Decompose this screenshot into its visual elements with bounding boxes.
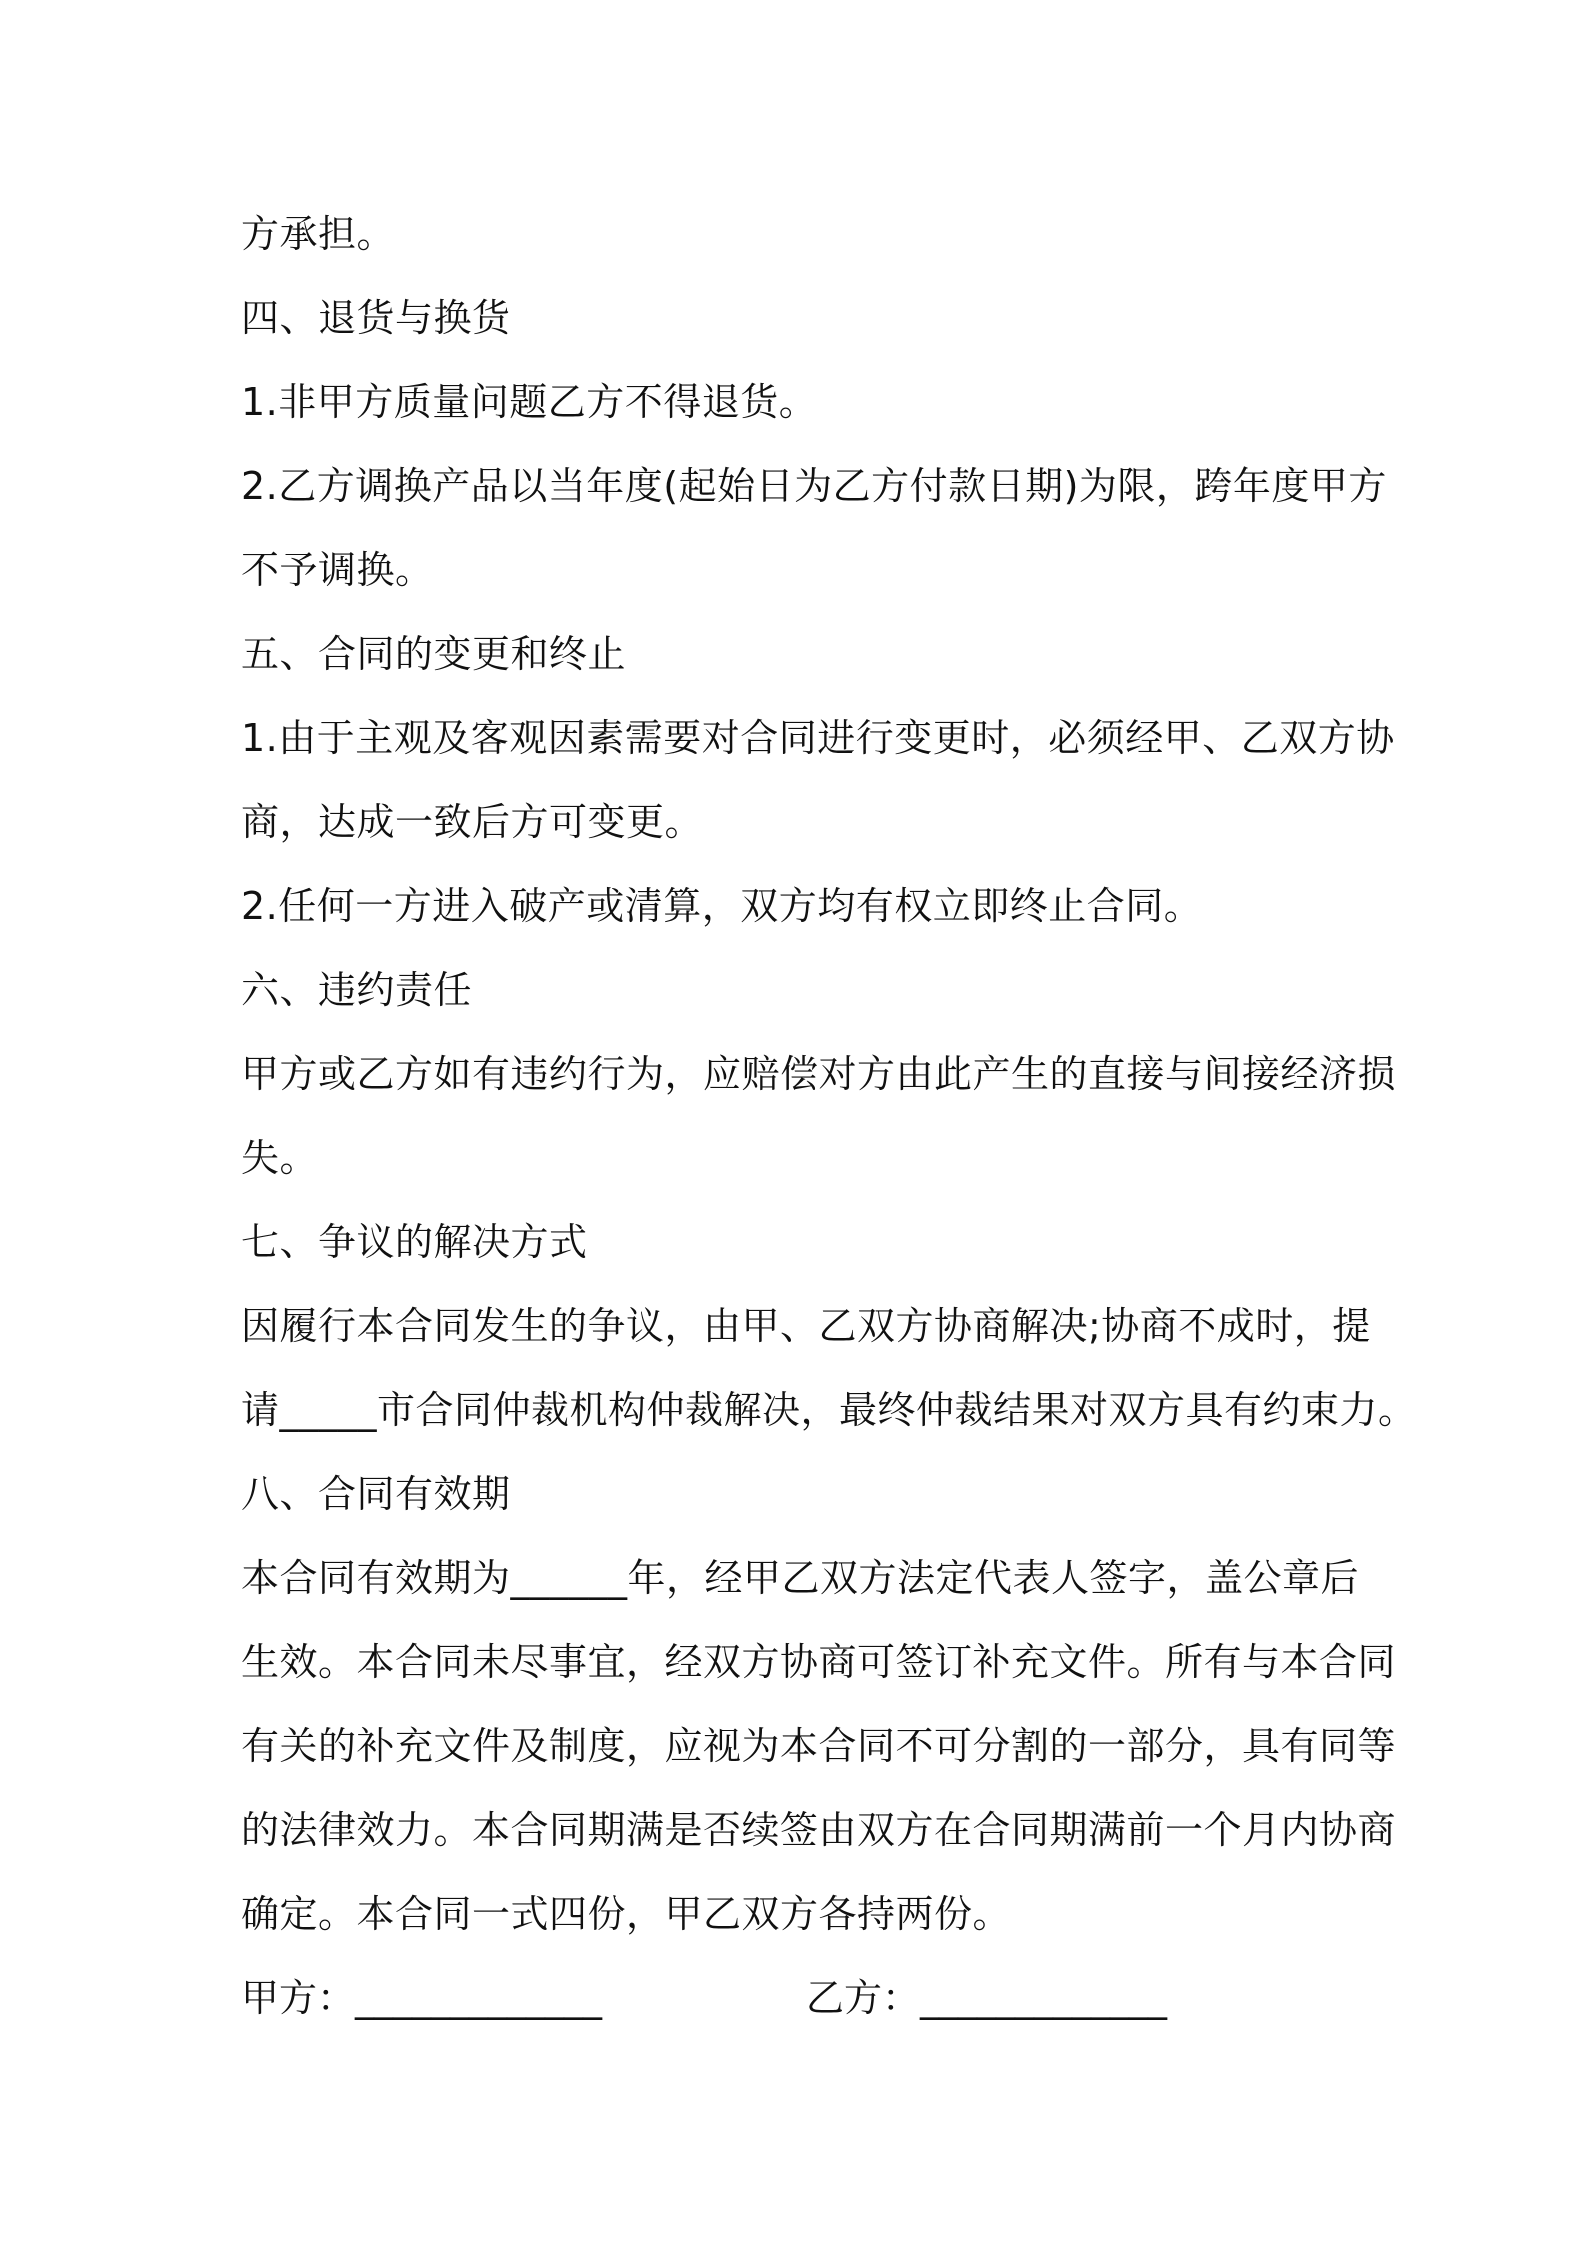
- text-line: 1.由于主观及客观因素需要对合同进行变更时，必须经甲、乙双方协: [241, 716, 1395, 760]
- text-line: 有关的补充文件及制度，应视为本合同不可分割的一部分，具有同等: [241, 1724, 1397, 1768]
- text-line: 确定。本合同一式四份，甲乙双方各持两份。: [241, 1892, 1012, 1936]
- text-line: 因履行本合同发生的争议，由甲、乙双方协商解决;协商不成时，提: [241, 1304, 1371, 1348]
- signature-row: [241, 1956, 1401, 2040]
- text-line: 商，达成一致后方可变更。: [241, 800, 704, 844]
- text-line: 的法律效力。本合同期满是否续签由双方在合同期满前一个月内协商: [241, 1808, 1397, 1852]
- text-line: 不予调换。: [241, 548, 434, 592]
- contract-body: [241, 192, 1417, 2040]
- section-heading: 六、违约责任: [241, 968, 473, 1012]
- party-a-signature: 甲方：_____________: [241, 1976, 603, 2020]
- text-line: 请_____市合同仲裁机构仲裁解决，最终仲裁结果对双方具有约束力。: [241, 1388, 1417, 1432]
- section-heading: 四、退货与换货: [241, 296, 511, 340]
- text-line: 方承担。: [241, 212, 396, 256]
- text-line: 1.非甲方质量问题乙方不得退货。: [241, 380, 818, 424]
- section-heading: 七、争议的解决方式: [241, 1220, 588, 1264]
- text-line: 生效。本合同未尽事宜，经双方协商可签订补充文件。所有与本合同: [241, 1640, 1397, 1684]
- section-heading: 八、合同有效期: [241, 1472, 511, 1516]
- party-b-signature: 乙方：_____________: [806, 1976, 1168, 2020]
- text-line: 甲方或乙方如有违约行为，应赔偿对方由此产生的直接与间接经济损: [241, 1052, 1397, 1096]
- text-line: 本合同有效期为______年，经甲乙双方法定代表人签字，盖公章后: [241, 1556, 1360, 1600]
- section-heading: 五、合同的变更和终止: [241, 632, 627, 676]
- text-line: 2.任何一方进入破产或清算，双方均有权立即终止合同。: [241, 884, 1203, 928]
- text-line: 失。: [241, 1136, 319, 1180]
- text-line: 2.乙方调换产品以当年度(起始日为乙方付款日期)为限，跨年度甲方: [241, 464, 1387, 508]
